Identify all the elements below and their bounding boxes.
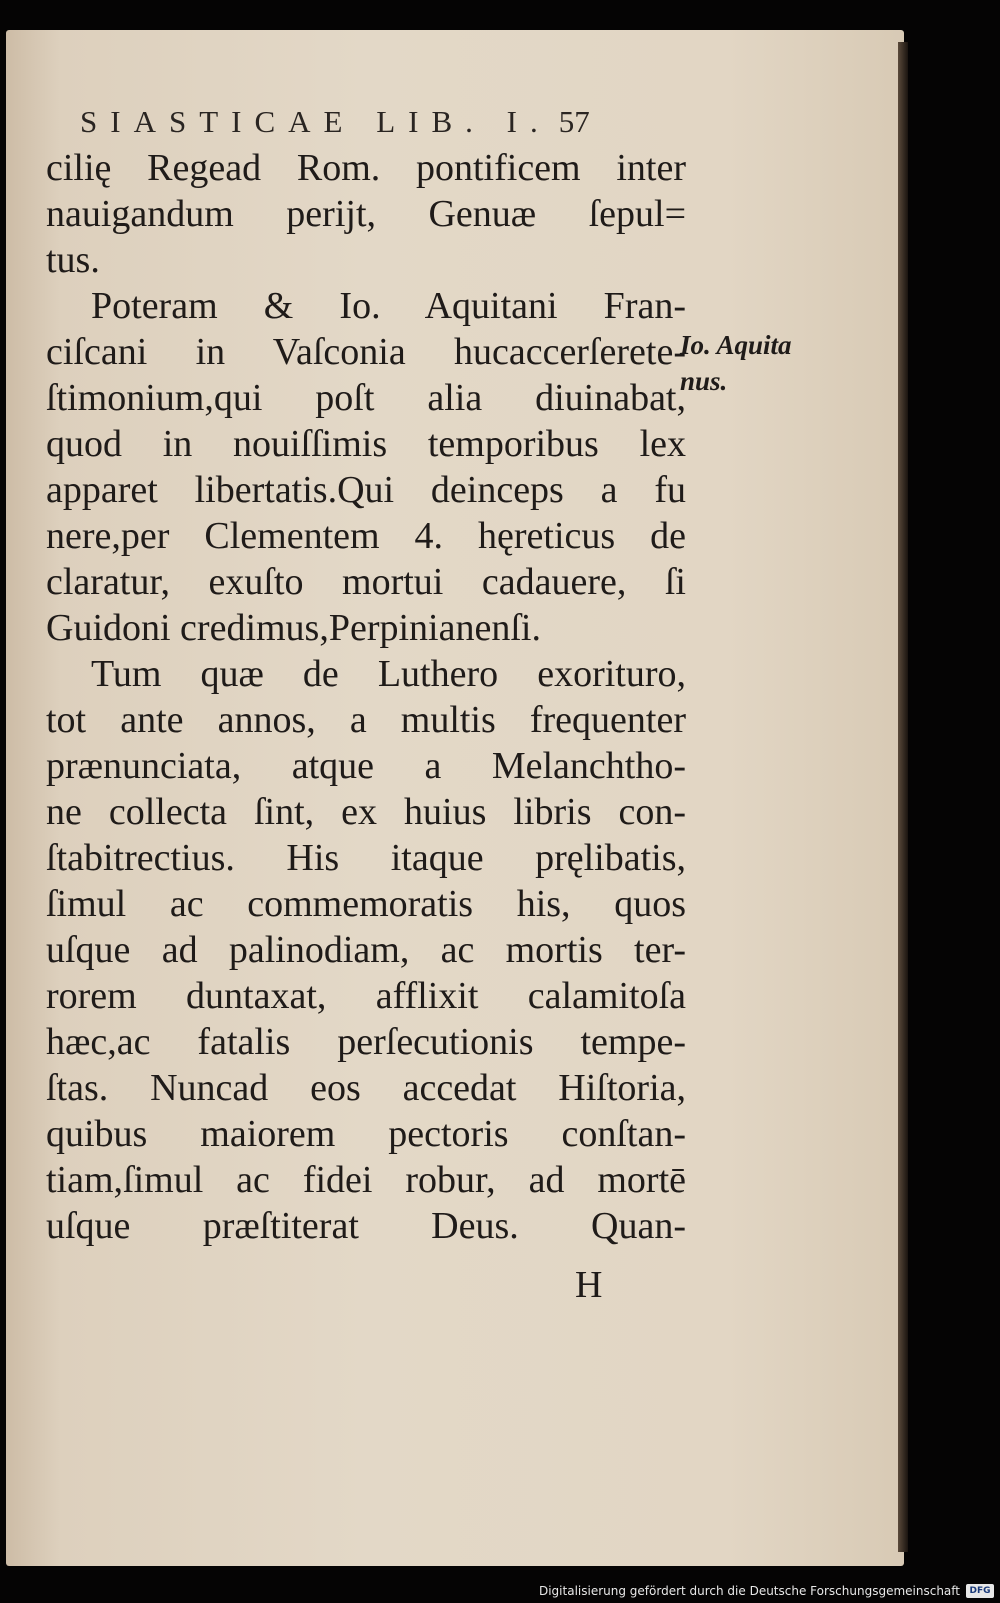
dfg-logo-icon: DFG <box>966 1584 994 1598</box>
marginal-note <box>680 327 820 399</box>
text-line: prænunciata, atque a Melanchtho- <box>46 745 686 787</box>
funding-credit: Digitalisierung gefördert durch die Deutsche Forschungsgemeinschaft <box>538 1583 960 1598</box>
text-line: rorem duntaxat, afflixit calamitoſa <box>46 975 686 1017</box>
running-head-title: SIASTICAE LIB. I. <box>80 104 551 139</box>
page-number: 57 <box>558 104 590 139</box>
text-line: hæc,ac fatalis perſecutionis tempe- <box>46 1021 686 1063</box>
paragraph-start-line: Tum quæ de Luthero exorituro, <box>91 653 686 695</box>
text-line: quod in nouiſſimis temporibus lex <box>46 423 686 465</box>
text-line: ciſcani in Vaſconia hucaccerſerete- <box>46 331 686 373</box>
body-text <box>46 145 686 1249</box>
page-edge <box>898 42 908 1552</box>
text-line: uſque ad palinodiam, ac mortis ter- <box>46 929 686 971</box>
text-line: quibus maiorem pectoris conſtan- <box>46 1113 686 1155</box>
signature-mark: H <box>575 1264 603 1306</box>
text-line: nere,per Clementem 4. hęreticus de <box>46 515 686 557</box>
text-line: ſtas. Nuncad eos accedat Hiſtoria, <box>46 1067 686 1109</box>
text-line: tiam,ſimul ac fidei robur, ad mortē <box>46 1159 686 1201</box>
text-line: ne collecta ſint, ex huius libris con- <box>46 791 686 833</box>
marginal-note-line: nus. <box>680 366 728 396</box>
text-line: Guidoni credimus,Perpinianenſi. <box>46 607 541 649</box>
paragraph-start-line: Poteram & Io. Aquitani Fran- <box>91 285 686 327</box>
text-line: ſtimonium,qui poſt alia diuinabat, <box>46 377 686 419</box>
text-line: tus. <box>46 239 100 281</box>
text-line: uſque præſtiterat Deus. Quan- <box>46 1205 686 1247</box>
text-line: apparet libertatis.Qui deinceps a fu <box>46 469 686 511</box>
text-line: nauigandum periјt, Genuæ ſepul= <box>46 193 686 235</box>
text-line: tot ante annos, a multis frequenter <box>46 699 686 741</box>
text-line: ſtabitrectius. His itaque pręlibatis, <box>46 837 686 879</box>
marginal-note-line: Io. Aquita <box>680 330 792 360</box>
footer-strip <box>0 1578 1000 1603</box>
text-line: cilię Regead Rom. pontificem inter <box>46 147 686 189</box>
text-line: claratur, exuſto mortui cadauere, ſi <box>46 561 686 603</box>
running-head <box>80 100 640 144</box>
text-line: ſimul ac commemoratis his, quos <box>46 883 686 925</box>
